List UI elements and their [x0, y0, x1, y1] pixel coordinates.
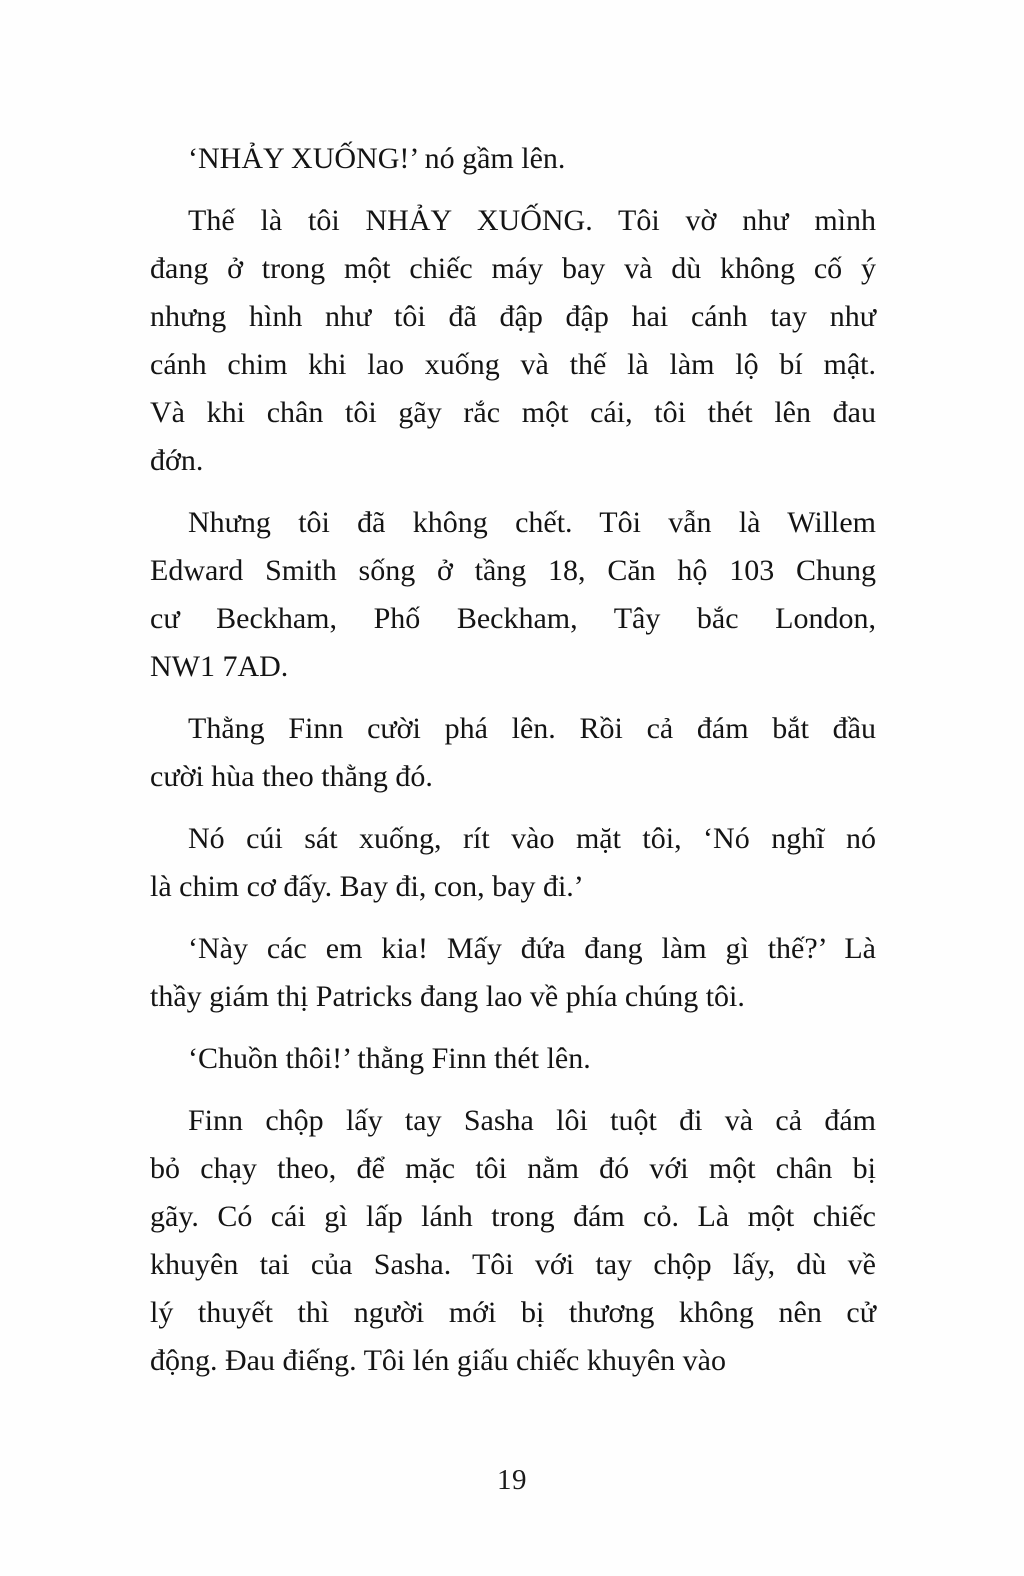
paragraph: [150, 135, 876, 183]
text-line: thầy giám thị Patricks đang lao về phía chúng tôi.: [150, 980, 745, 1013]
text-line: nhưng hình như tôi đã đập đập hai cánh tay như: [150, 300, 876, 333]
paragraph: [150, 815, 876, 911]
text-line: NW1 7AD.: [150, 650, 289, 683]
paragraph: [150, 197, 876, 485]
page-number: 19: [497, 1464, 527, 1496]
text-line: lý thuyết thì người mới bị thương không nên cử: [150, 1296, 876, 1329]
text-line: Nó cúi sát xuống, rít vào mặt tôi, ‘Nó nghĩ nó: [188, 822, 876, 855]
paragraph: [150, 1097, 876, 1385]
text-line: là chim cơ đấy. Bay đi, con, bay đi.’: [150, 870, 584, 903]
page-text: [150, 135, 876, 1385]
text-line: cánh chim khi lao xuống và thế là làm lộ bí mật.: [150, 348, 876, 381]
text-line: bỏ chạy theo, để mặc tôi nằm đó với một chân bị: [150, 1152, 876, 1185]
text-line: Thế là tôi NHẢY XUỐNG. Tôi vờ như mình: [188, 204, 876, 237]
text-line: Thằng Finn cười phá lên. Rồi cả đám bắt đầu: [188, 712, 876, 745]
paragraph: [150, 705, 876, 801]
paragraph: [150, 925, 876, 1021]
text-line: cười hùa theo thằng đó.: [150, 760, 433, 793]
text-line: đang ở trong một chiếc máy bay và dù không cố ý: [150, 252, 876, 285]
text-line: đớn.: [150, 444, 204, 477]
text-line: cư Beckham, Phố Beckham, Tây bắc London,: [150, 602, 876, 635]
text-line: ‘NHẢY XUỐNG!’ nó gầm lên.: [188, 142, 566, 175]
text-line: khuyên tai của Sasha. Tôi với tay chộp lấy, dù về: [150, 1248, 876, 1281]
text-line: ‘Này các em kia! Mấy đứa đang làm gì thế?’ Là: [188, 932, 876, 965]
paragraph: [150, 499, 876, 691]
text-line: Nhưng tôi đã không chết. Tôi vẫn là Willem: [188, 506, 876, 539]
text-line: ‘Chuồn thôi!’ thằng Finn thét lên.: [188, 1042, 591, 1075]
text-line: Edward Smith sống ở tầng 18, Căn hộ 103 Chung: [150, 554, 876, 587]
text-line: gãy. Có cái gì lấp lánh trong đám cỏ. Là một chiếc: [150, 1200, 876, 1233]
paragraph: [150, 1035, 876, 1083]
text-line: Và khi chân tôi gãy rắc một cái, tôi thét lên đau: [150, 396, 876, 429]
text-line: động. Đau điếng. Tôi lén giấu chiếc khuyên vào: [150, 1344, 726, 1377]
text-line: Finn chộp lấy tay Sasha lôi tuột đi và cả đám: [188, 1104, 876, 1137]
